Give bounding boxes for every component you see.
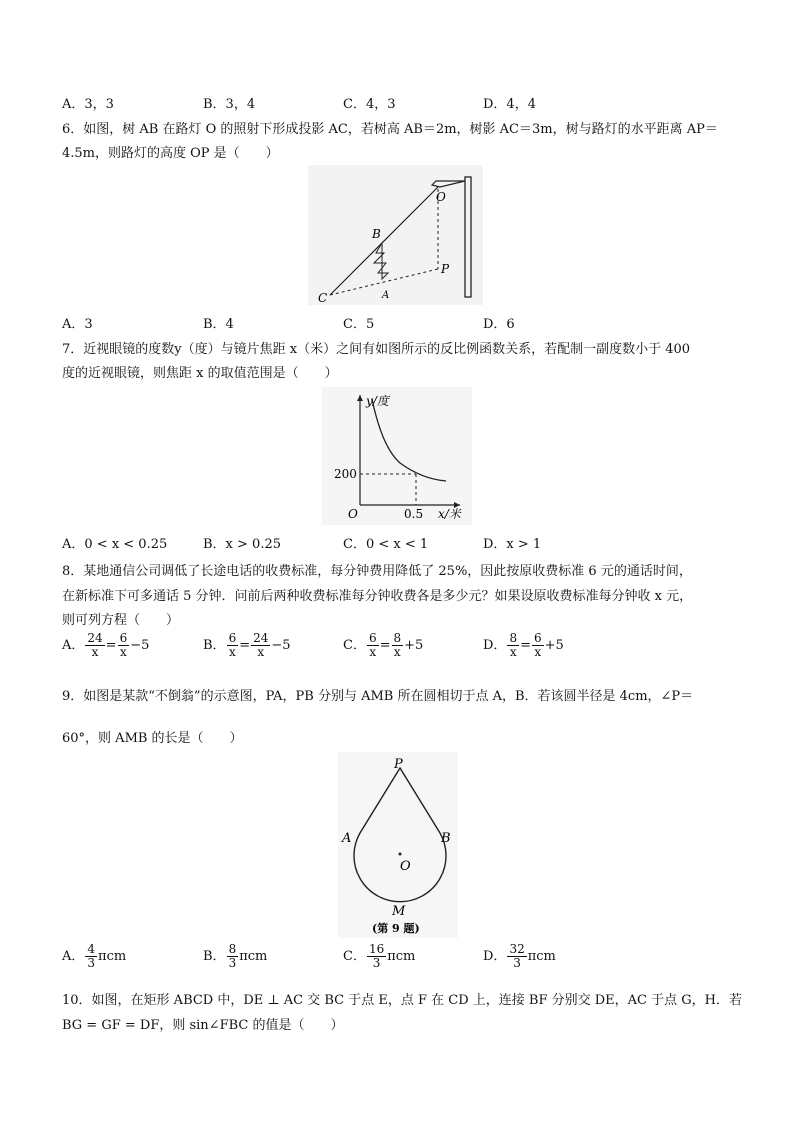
- label-b: B: [372, 227, 381, 241]
- q8-option-b: B． $\frac{6}{x}$ = $\frac{24}{x}$ −5: [203, 631, 291, 659]
- q9-stem-line1: 9．如图是某款“不倒翁”的示意图，PA，PB 分别与 AMB 所在圆相切于点 A，B．若该圆半径是 4cm，∠P＝: [62, 689, 694, 704]
- label-p: P: [441, 262, 450, 276]
- q8-option-d: D． $\frac{8}{x}$ = $\frac{6}{x}$ +5: [483, 631, 564, 659]
- label-a: A: [342, 831, 352, 846]
- x-axis-label: x/米: [438, 507, 461, 521]
- q6-figure: [308, 165, 483, 305]
- tick-0-5: 0.5: [404, 507, 424, 521]
- origin-label: O: [348, 507, 358, 521]
- q9-figure: [338, 752, 458, 938]
- label-p: P: [394, 757, 403, 772]
- label-c: C: [318, 291, 328, 305]
- q10-stem-line2: BG = GF = DF，则 sin∠FBC 的值是（ ）: [62, 1018, 344, 1033]
- q6-option-a: A．3: [62, 317, 93, 332]
- q6-stem-line2: 4.5m，则路灯的高度 OP 是（ ）: [62, 146, 279, 161]
- q9-stem-line2: 60°，则 AMB 的长是（ ）: [62, 731, 243, 746]
- q6-option-d: D．6: [483, 317, 515, 332]
- q8-option-a: A． $\frac{24}{x}$ = $\frac{6}{x}$ −5: [62, 631, 150, 659]
- q9-option-c: C． $\frac{16}{3}$ πcm: [343, 942, 416, 970]
- q8-stem-line2: 在新标准下可多通话 5 分钟．问前后两种收费标准每分钟收费各是多少元？如果设原收费标准每分钟收 x 元，: [62, 589, 693, 604]
- q9-option-b: B． $\frac{8}{3}$ πcm: [203, 942, 268, 970]
- q9-option-a: A． $\frac{4}{3}$ πcm: [62, 942, 127, 970]
- center-point: [399, 853, 402, 856]
- q8-stem-line3: 则可列方程（ ）: [62, 613, 180, 628]
- tick-200: 200: [334, 467, 357, 481]
- y-axis-label: y/度: [366, 394, 389, 408]
- q8-option-c: C． $\frac{6}{x}$ = $\frac{8}{x}$ +5: [343, 631, 424, 659]
- q5-option-a: A．3，3: [62, 97, 114, 112]
- figure-caption: (第 9 题): [372, 922, 420, 935]
- label-m: M: [392, 904, 406, 919]
- q7-stem-line2: 度的近视眼镜，则焦距 x 的取值范围是（ ）: [62, 366, 338, 381]
- q7-graph: [322, 387, 472, 525]
- q5-option-b: B．3，4: [203, 97, 256, 112]
- q8-stem-line1: 8．某地通信公司调低了长途电话的收费标准，每分钟费用降低了 25%，因此按原收费标准 6 元的通话时间，: [62, 564, 692, 579]
- q10-stem-line1: 10．如图，在矩形 ABCD 中，DE ⊥ AC 交 BC 于点 E，点 F 在 CD 上，连接 BF 分别交 DE，AC 于点 G，H．若: [62, 993, 742, 1008]
- q6-stem-line1: 6．如图，树 AB 在路灯 O 的照射下形成投影 AC，若树高 AB＝2m，树影 AC＝3m，树与路灯的水平距离 AP＝: [62, 122, 718, 137]
- label-o: O: [436, 190, 446, 204]
- label-a: A: [382, 290, 390, 301]
- q7-option-c: C．0 < x < 1: [343, 537, 429, 552]
- q6-option-b: B．4: [203, 317, 234, 332]
- q9-option-d: D． $\frac{32}{3}$ πcm: [483, 942, 556, 970]
- label-o: O: [400, 859, 411, 874]
- q5-option-c: C．4，3: [343, 97, 396, 112]
- q7-stem-line1: 7．近视眼镜的度数y（度）与镜片焦距 x（米）之间有如图所示的反比例函数关系，若配制一副度数小于 400: [62, 342, 691, 357]
- q7-option-d: D．x > 1: [483, 537, 542, 552]
- q5-option-d: D．4，4: [483, 97, 536, 112]
- q7-option-b: B．x > 0.25: [203, 537, 281, 552]
- q7-option-a: A．0 < x < 0.25: [62, 537, 168, 552]
- label-b: B: [441, 831, 451, 846]
- q6-option-c: C．5: [343, 317, 375, 332]
